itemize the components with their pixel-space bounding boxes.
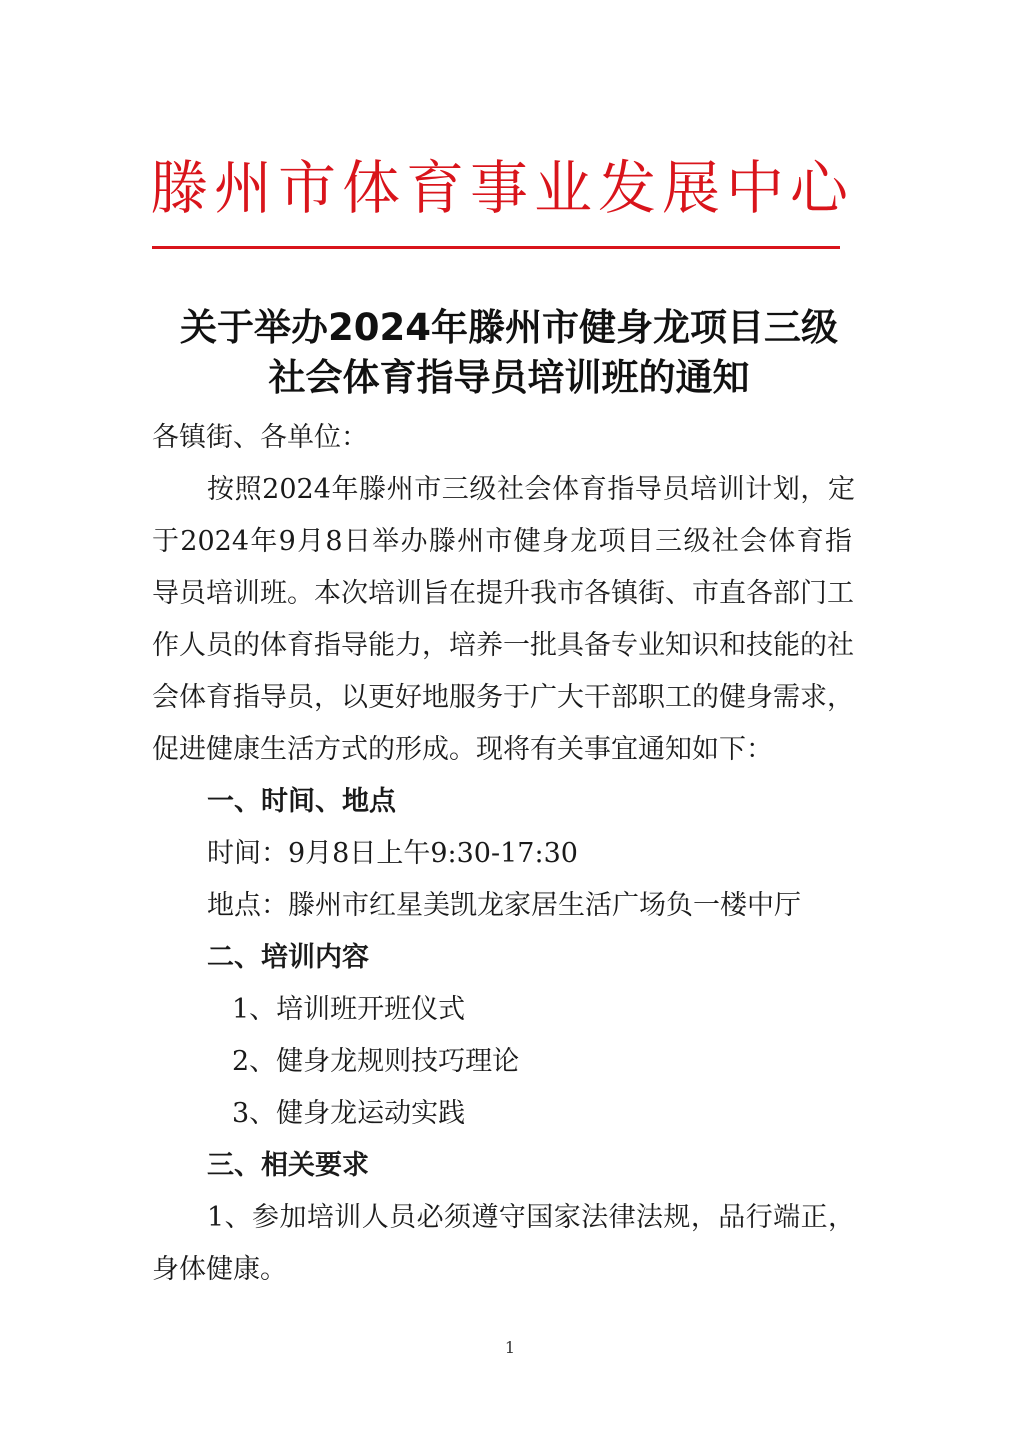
section-2-heading: 二、培训内容 — [207, 942, 369, 973]
section-3-heading: 三、相关要求 — [207, 1150, 369, 1181]
section-1-heading: 一、时间、地点 — [207, 786, 396, 817]
intro-line-5: 会体育指导员，以更好地服务于广大干部职工的健身需求， — [152, 682, 854, 713]
document-title-line-1: 关于举办2024年滕州市健身龙项目三级 — [180, 306, 838, 349]
document-title — [120, 303, 898, 403]
training-time: 时间：9月8日上午9:30-17:30 — [207, 838, 578, 869]
intro-line-2: 于2024年9月8日举办滕州市健身龙项目三级社会体育指 — [152, 526, 852, 557]
intro-line-6: 促进健康生活方式的形成。现将有关事宜通知如下： — [152, 734, 773, 765]
page-number: 1 — [504, 1338, 516, 1357]
masthead-title: 滕州市体育事业发展中心 — [150, 154, 855, 222]
intro-line-3: 导员培训班。本次培训旨在提升我市各镇街、市直各部门工 — [152, 578, 854, 609]
training-place: 地点：滕州市红星美凯龙家居生活广场负一楼中厅 — [207, 890, 801, 921]
document-title-line-2: 社会体育指导员培训班的通知 — [268, 356, 750, 399]
requirement-1-line-1: 1、参加培训人员必须遵守国家法律法规，品行端正， — [207, 1202, 855, 1233]
content-item-3: 3、健身龙运动实践 — [232, 1098, 466, 1129]
salutation: 各镇街、各单位： — [152, 422, 368, 453]
requirement-1-line-2: 身体健康。 — [152, 1254, 287, 1285]
content-item-2: 2、健身龙规则技巧理论 — [232, 1046, 520, 1077]
red-divider-line — [152, 246, 840, 249]
intro-line-1: 按照2024年滕州市三级社会体育指导员培训计划，定 — [207, 474, 855, 505]
content-item-1: 1、培训班开班仪式 — [232, 994, 466, 1025]
intro-line-4: 作人员的体育指导能力，培养一批具备专业知识和技能的社 — [152, 630, 854, 661]
